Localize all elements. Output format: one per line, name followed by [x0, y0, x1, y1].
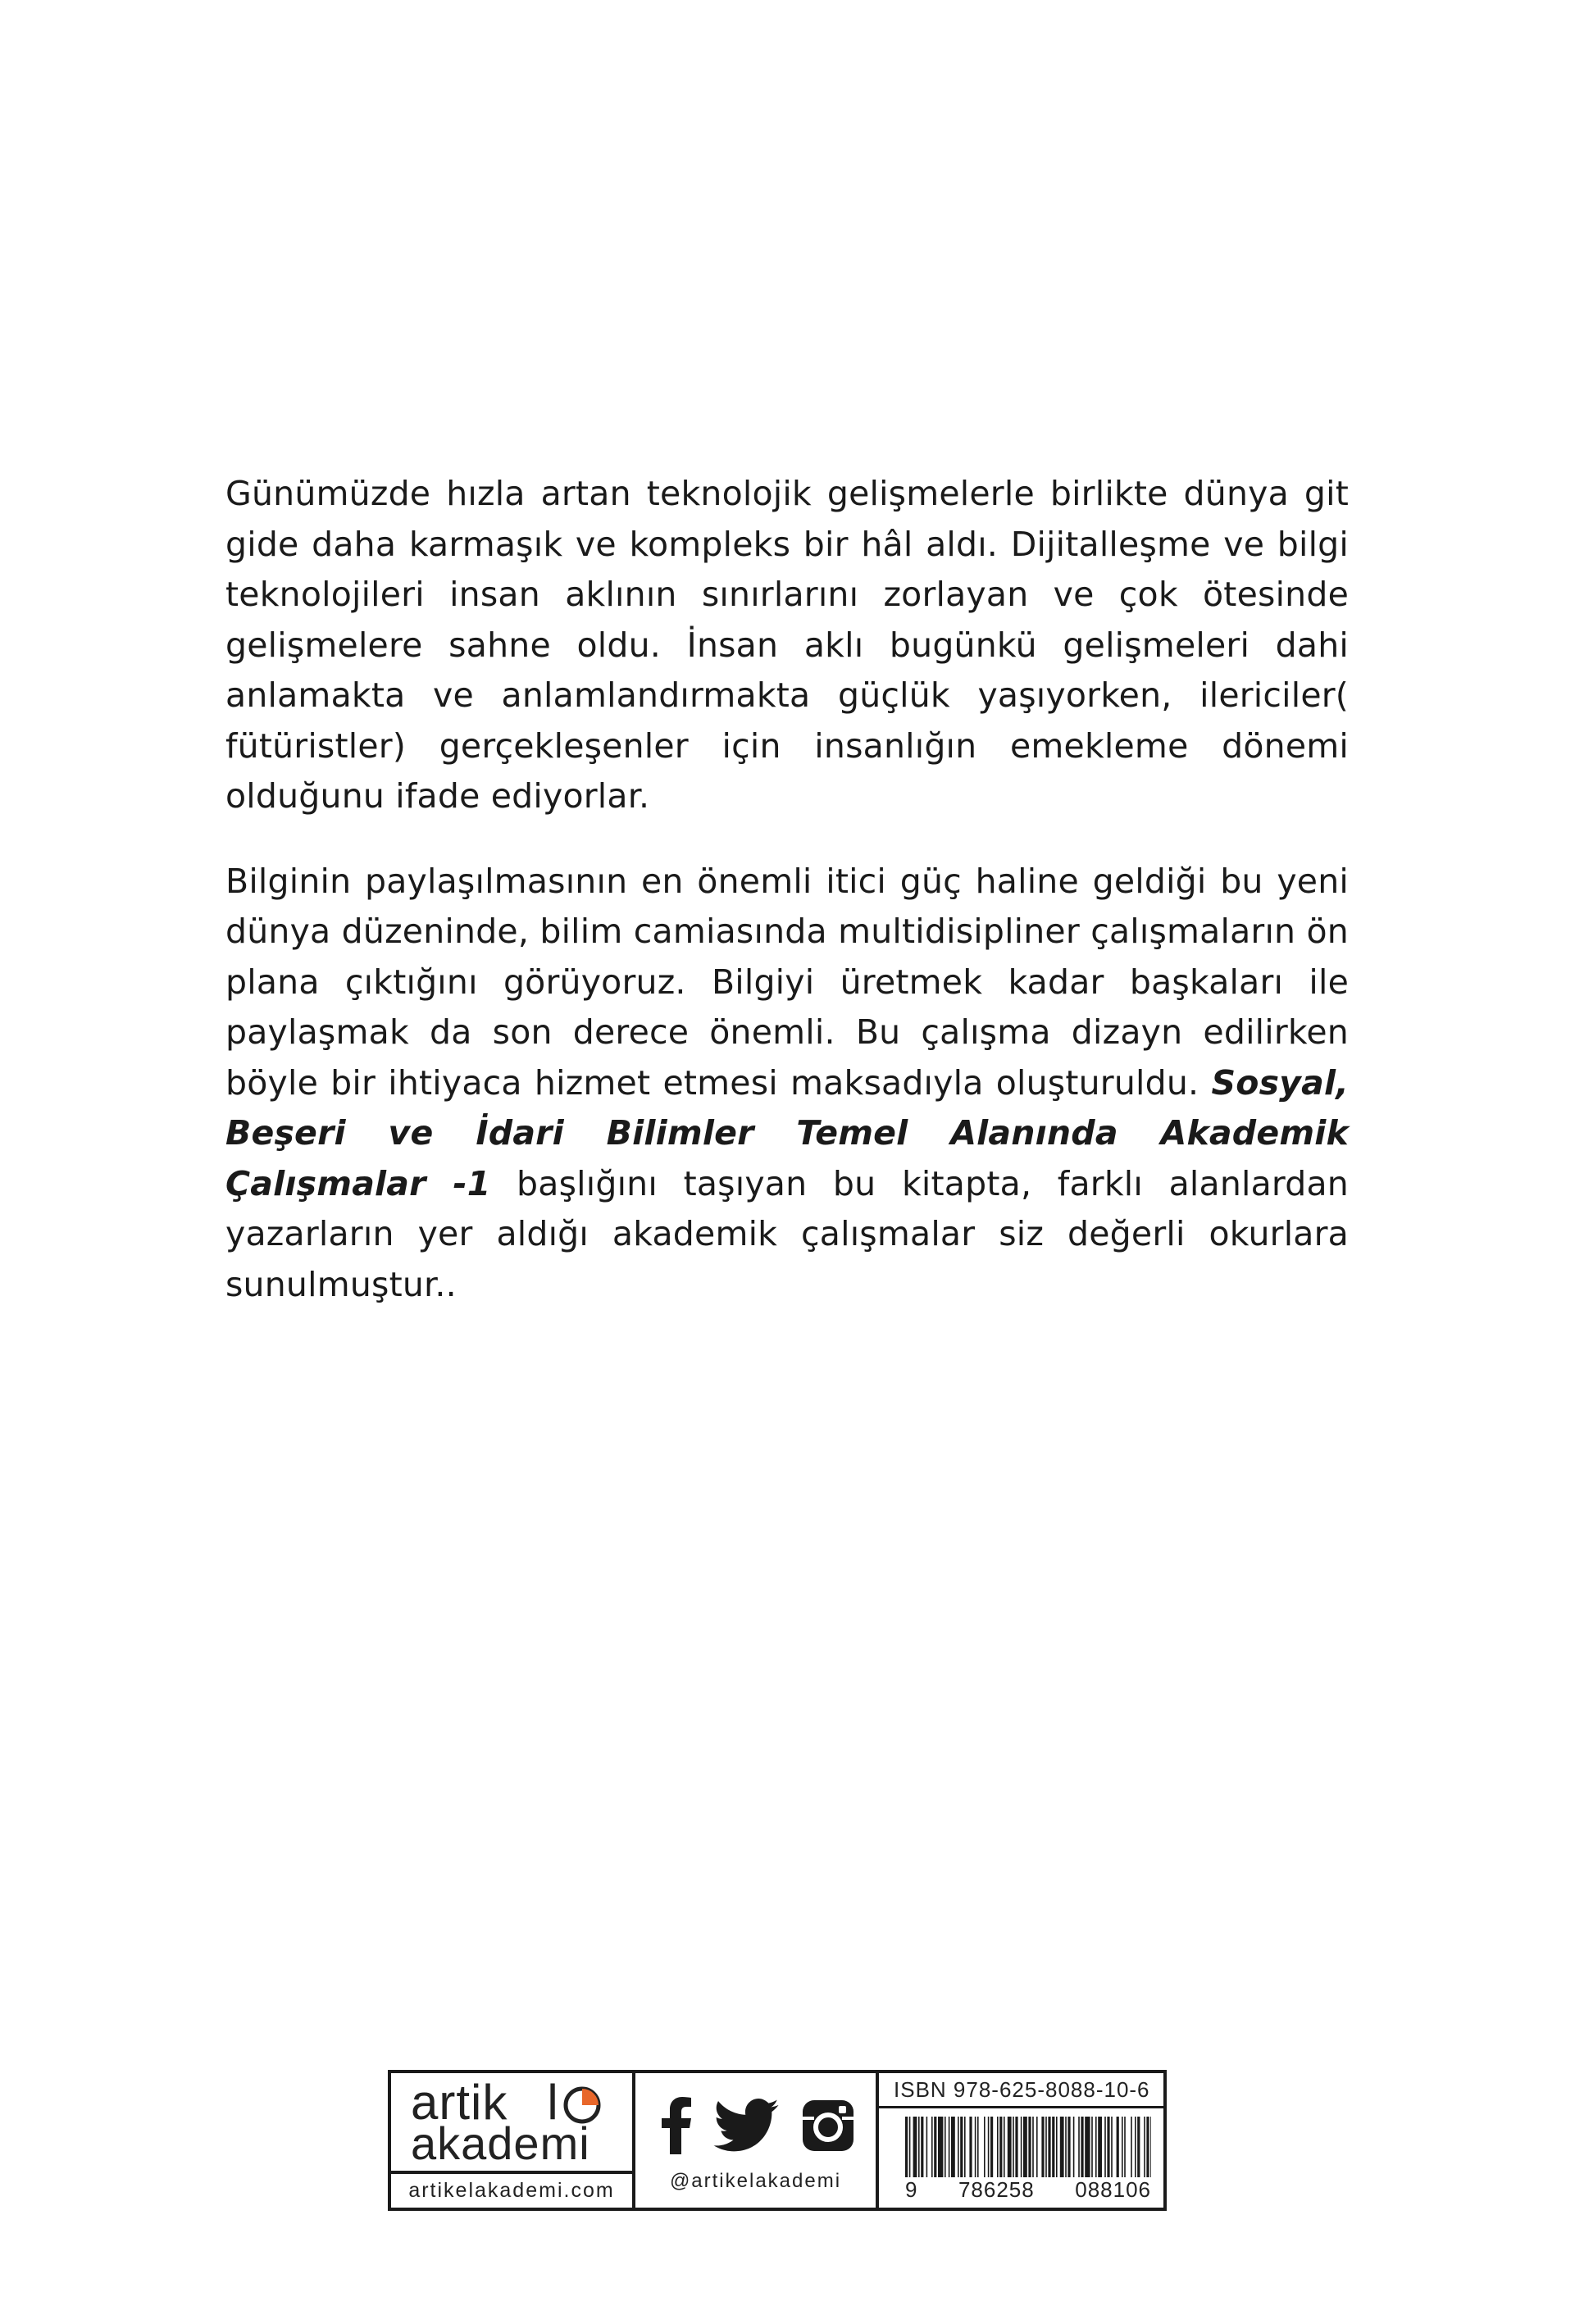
- blurb-paragraph-1: Günümüzde hızla artan teknolojik gelişmelerle birlikte dünya git gide daha karmaşık ve kompleks bir hâl aldı. Dijitalleşme ve bilgi teknolojileri insan aklının sınırlarını zorlayan ve çok ötesinde gelişmelere sahne oldu. İnsan aklı bugünkü gelişmeleri dahi anlamakta ve anlamlandırmakta güçlük yaşıyorken, ilericiler( fütüristler) gerçekleşenler için insanlığın emekleme dönemi olduğunu ifade ediyorlar.: [225, 474, 1349, 816]
- barcode-bar: [1056, 2117, 1058, 2177]
- blurb-paragraph-2-end: başlığını taşıyan bu kitapta, farklı alanlardan yazarların yer aldığı akademik çalışmalar siz değerli okurlara sunulmuştur..: [225, 1163, 1349, 1304]
- publisher-logo-cell: [391, 2073, 635, 2208]
- barcode-bar: [1095, 2117, 1097, 2177]
- barcode-bar: [926, 2117, 928, 2177]
- barcode-digits: [905, 2177, 1151, 2202]
- barcode-bar: [1081, 2117, 1083, 2177]
- barcode-bar: [938, 2117, 943, 2177]
- barcode-area: [879, 2108, 1163, 2208]
- barcode-bar: [1135, 2117, 1136, 2177]
- barcode-bar: [1104, 2117, 1106, 2177]
- barcode-bar: [999, 2117, 1002, 2177]
- barcode-bar: [1067, 2117, 1070, 2177]
- back-cover-blurb: [225, 469, 1349, 1310]
- barcode-bar: [918, 2117, 920, 2177]
- barcode-bar: [1008, 2117, 1012, 2177]
- barcode-bar: [1117, 2117, 1119, 2177]
- barcode-bar: [1028, 2117, 1031, 2177]
- barcode-bar: [997, 2117, 999, 2177]
- barcode-bar: [984, 2117, 986, 2177]
- social-cell: [635, 2073, 879, 2208]
- barcode-bar: [1060, 2117, 1064, 2177]
- publisher-website[interactable]: artikelakademi.com: [391, 2171, 632, 2208]
- barcode-bar: [1078, 2117, 1080, 2177]
- barcode-bar: [945, 2117, 946, 2177]
- barcode-bar: [969, 2117, 972, 2177]
- barcode-bar: [1036, 2117, 1038, 2177]
- barcode-bar: [1111, 2117, 1113, 2177]
- barcode-bar: [1004, 2117, 1005, 2177]
- barcode-bar: [921, 2117, 923, 2177]
- barcode-digit-lead: 9: [905, 2177, 918, 2202]
- barcode-bar: [1124, 2117, 1126, 2177]
- barcode-bar: [1107, 2117, 1109, 2177]
- logo-wordmark-top: artik l: [411, 2075, 559, 2130]
- barcode-bar: [905, 2117, 908, 2177]
- barcode-bar: [1065, 2117, 1067, 2177]
- social-icons: [660, 2096, 857, 2155]
- barcode-bar: [1048, 2117, 1050, 2177]
- book-title-emphasis: Sosyal, Beşeri ve İdari Bilimler Temel Alanında Akademik Çalışmalar -1: [225, 1062, 1349, 1203]
- barcode-bar: [931, 2117, 933, 2177]
- barcode-bar: [1150, 2117, 1151, 2177]
- barcode-bar: [1023, 2117, 1027, 2177]
- barcode-bar: [1144, 2117, 1145, 2177]
- barcode-bar: [909, 2117, 911, 2177]
- barcode-bar: [1013, 2117, 1014, 2177]
- barcode-digits-right: 088106: [1075, 2177, 1151, 2202]
- publisher-logo: [391, 2073, 632, 2171]
- barcode-bar: [1085, 2117, 1090, 2177]
- logo-wordmark-bottom: akademi: [411, 2117, 590, 2169]
- barcode-bar: [1032, 2117, 1034, 2177]
- barcode-bar: [960, 2117, 963, 2177]
- barcode-bar: [1146, 2117, 1149, 2177]
- barcode-bar: [934, 2117, 936, 2177]
- barcode-bar: [1041, 2117, 1044, 2177]
- barcode-bar: [977, 2117, 979, 2177]
- isbn-number: ISBN 978-625-8088-10-6: [879, 2073, 1163, 2108]
- barcode-bar: [913, 2117, 917, 2177]
- barcode-bar: [1052, 2117, 1054, 2177]
- barcode-bar: [951, 2117, 955, 2177]
- barcode-bar: [1137, 2117, 1140, 2177]
- barcode-bar: [988, 2117, 990, 2177]
- barcode-bar: [1073, 2117, 1075, 2177]
- social-handle[interactable]: @artikelakademi: [669, 2170, 842, 2192]
- publisher-footer-box: [388, 2070, 1167, 2211]
- barcode-bar: [964, 2117, 966, 2177]
- barcode-bar: [1131, 2117, 1132, 2177]
- barcode-bar: [1045, 2117, 1047, 2177]
- barcode-bar: [1122, 2117, 1123, 2177]
- barcode-bar: [1015, 2117, 1017, 2177]
- isbn-cell: [879, 2073, 1163, 2208]
- barcode-bar: [958, 2117, 959, 2177]
- twitter-icon[interactable]: [713, 2099, 779, 2153]
- barcode-bar: [1091, 2117, 1093, 2177]
- barcode-digits-left: 786258: [958, 2177, 1035, 2202]
- barcode-bar: [975, 2117, 976, 2177]
- facebook-icon[interactable]: [660, 2097, 693, 2154]
- barcode-bar: [1098, 2117, 1102, 2177]
- barcode-bar: [949, 2117, 950, 2177]
- barcode-icon: [905, 2117, 1151, 2177]
- blurb-paragraph-2: [225, 857, 1349, 1311]
- barcode-bar: [990, 2117, 993, 2177]
- blurb-paragraph-2-start: Bilginin paylaşılmasının en önemli itici güç haline geldiği bu yeni dünya düzeninde, bilim camiasında multidisipliner çalışmaların ön plana çıktığını görüyoruz. Bilgiyi üretmek kadar başkaları ile paylaşmak da son derece önemli. Bu çalışma dizayn edilirken böyle bir ihtiyaca hizmet etmesi maksadıyla oluşturuldu.: [225, 861, 1349, 1103]
- barcode-bar: [1021, 2117, 1022, 2177]
- instagram-icon[interactable]: [799, 2097, 857, 2154]
